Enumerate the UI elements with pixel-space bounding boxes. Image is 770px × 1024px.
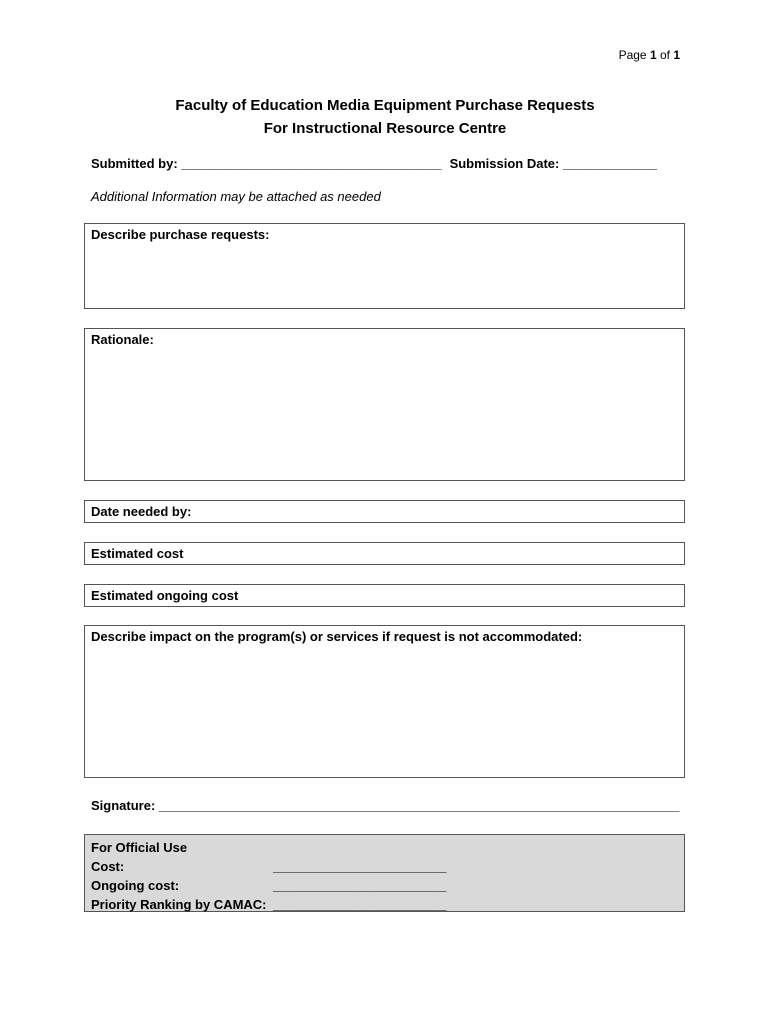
estimated-ongoing-cost-box[interactable] [84, 584, 685, 607]
page-total: 1 [673, 48, 680, 62]
official-ongoing-label: Ongoing cost: [91, 878, 180, 893]
impact-box[interactable] [84, 625, 685, 778]
page-of: of [656, 48, 674, 62]
official-use-box [84, 834, 685, 912]
rationale-label: Rationale: [91, 332, 154, 347]
page-current: 1 [649, 48, 657, 62]
signature-field[interactable]: Signature: ________________________________________________________________________ [91, 798, 680, 813]
estimated-cost-box[interactable] [84, 542, 685, 565]
submitted-by-field[interactable]: Submitted by: ____________________________________ [91, 156, 442, 171]
document-title [0, 94, 770, 140]
official-priority-line[interactable]: ________________________ [273, 897, 447, 912]
official-use-heading: For Official Use [91, 840, 188, 855]
describe-purchase-label: Describe purchase requests: [91, 227, 270, 242]
date-needed-label: Date needed by: [91, 504, 192, 519]
rationale-box[interactable] [84, 328, 685, 481]
title-line-2: For Instructional Resource Centre [263, 120, 507, 137]
describe-purchase-box[interactable] [84, 223, 685, 309]
official-ongoing-row [91, 876, 678, 895]
official-cost-line[interactable]: ________________________ [273, 859, 447, 874]
official-priority-row [91, 895, 678, 914]
impact-label: Describe impact on the program(s) or services if request is not accommodated: [91, 629, 583, 644]
official-priority-label: Priority Ranking by CAMAC: [91, 897, 267, 912]
additional-info-note: Additional Information may be attached as needed [91, 189, 381, 204]
estimated-ongoing-cost-label: Estimated ongoing cost [91, 588, 239, 603]
submission-date-field[interactable]: Submission Date: _____________ [449, 156, 657, 171]
page-prefix: Page [618, 48, 650, 62]
date-needed-box[interactable] [84, 500, 685, 523]
title-line-1: Faculty of Education Media Equipment Purchase Requests [175, 97, 595, 114]
official-cost-label: Cost: [91, 859, 125, 874]
page-number [619, 48, 680, 62]
official-ongoing-line[interactable]: ________________________ [273, 878, 447, 893]
submission-row [91, 156, 681, 171]
estimated-cost-label: Estimated cost [91, 546, 184, 561]
official-cost-row [91, 857, 678, 876]
